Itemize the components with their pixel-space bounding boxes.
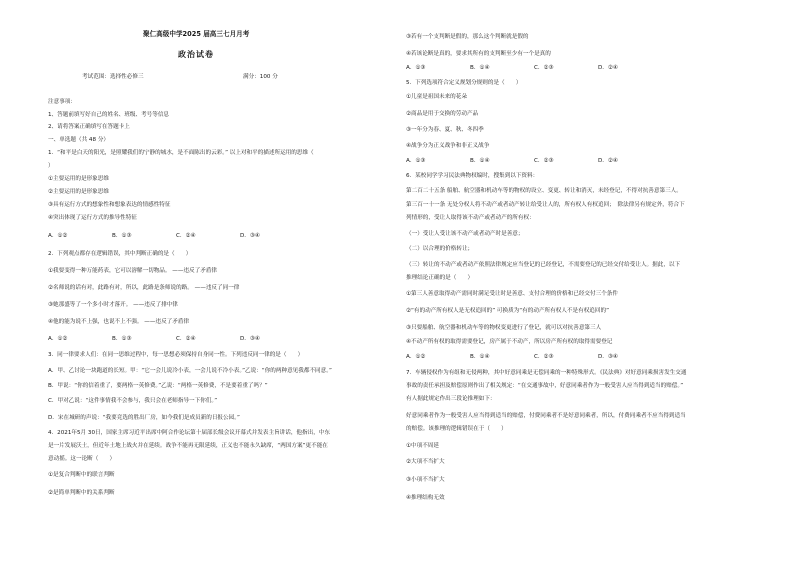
q7-option: ③小项不当扩大	[406, 477, 445, 483]
q7-option: ②大项不当扩大	[406, 459, 445, 465]
q3-option-a[interactable]: A．甲、乙讨论一块跑道的长短。甲：“它一会儿说冷小表，一会儿说不冷小表。”乙说：“你的两种意见我都不同意。”	[48, 368, 332, 374]
exam-scope: 考试范围：选择性必修三	[82, 74, 144, 80]
q1-stem: 1．“和平是白天的阳光，是照耀我们的宁静的城水，是不面陈出的云彩。” 以上对和平的描述所运用的思维（	[48, 150, 314, 156]
q1-choice-a[interactable]: A．①②	[48, 233, 68, 239]
q7-stem: 的赔偿。该推理的逻辑错误在于（ ）	[406, 426, 507, 432]
q7-stem: 有人据此规定作出三段论推理如下：	[406, 396, 496, 402]
school-title: 聚仁高级中学2025 届高三七月月考	[143, 30, 250, 38]
q1-choice-b[interactable]: B．①③	[112, 233, 132, 239]
q7-option: ④推理结构无效	[406, 495, 445, 501]
q6-choice-a[interactable]: A．①②	[406, 354, 426, 360]
q5-choice-b[interactable]: B．①④	[470, 158, 490, 164]
notice-item: 2、请将答案正确填写在答题卡上	[48, 124, 130, 130]
q5-choice-d[interactable]: D．②④	[598, 158, 618, 164]
q7-stem: 7．车辆侵权作为有组和无侵两种，其中好意同乘是无偿同乘的一种特殊形式。《民法典》对好意同乘损害发生交通	[406, 370, 687, 376]
q4-option: ③若有一个支判断是假的，那么这个判断就是假的	[406, 34, 529, 40]
q6-option: ④不动产所有权的取得需要登记，房产属于不动产，所以房产所有权的取得需要登记	[406, 339, 613, 345]
q5-option: ④战争分为正义战争和非正义战争	[406, 143, 490, 149]
q4-choice-b[interactable]: B．①④	[470, 65, 490, 71]
q7-stem: 好意同乘者作为一般受害人应当得到适当的赔偿，付费同乘者不是好意同乘者，所以，付费同乘者不应当得到适当	[406, 413, 686, 419]
q2-option: ②名师说的话有对，此路有对，所以，此路是条师说的路。 ——违反了同一律	[48, 285, 240, 291]
q1-choice-c[interactable]: C．②④	[176, 233, 196, 239]
q6-condition: （二）以合理的价格转让；	[406, 246, 474, 252]
notice-heading: 注意事项：	[48, 99, 76, 105]
q2-choice-d[interactable]: D．③④	[240, 336, 260, 342]
q5-stem: 5．下列选项符合定义规划分规则的是（ ）	[406, 80, 522, 86]
q1-stem: ）	[48, 163, 54, 169]
q6-article: 第二百二十五条 船舶、航空器和机动车等的物权的设立、变更、转让和消灭，未经登记，不得对抗善意第三人。	[406, 188, 682, 194]
q6-condition: （三）转让的不动产或者动产依照法律规定应当登记的已经登记，不需要登记的已经交付给受让人。据此，以下	[406, 262, 681, 268]
q6-condition: 推理结论正确的是（ ）	[406, 275, 474, 281]
q1-choice-d[interactable]: D．③④	[240, 233, 260, 239]
q4-choice-a[interactable]: A．①③	[406, 65, 426, 71]
q4-option: ①是复合判断中的联言判断	[48, 472, 115, 478]
q4-stem: 意动摇。这一论断（ ）	[48, 456, 116, 462]
q4-stem: 是一片发展沃土，但近年土地上战火并在延续。战争不能再无限延续，正义也不能永久缺席，“两国方案”更不能在	[48, 443, 328, 449]
q3-stem: 3．同一律要求人们：在同一思维过程中，每一思想必须保持自身同一性。下列违反同一律的是（ ）	[48, 352, 304, 358]
q4-stem: 4．2021年5月 30日，国家主席习近平出席中阿合作论坛第十届部长级会议开幕式并发表主旨讲话，他指出，中东	[48, 430, 330, 436]
q6-option: ①第三人善意取得动产需同时满足受让时是善意、支付合理的价格和已经交付三个条件	[406, 291, 618, 297]
q6-choice-c[interactable]: C．②③	[534, 354, 554, 360]
q3-option-d[interactable]: D．宋在城研的声说：“我要竞选的胜出厂房，如今我们是成员新的日报公园。”	[48, 415, 240, 421]
q4-choice-d[interactable]: D．②④	[598, 65, 618, 71]
q2-option: ①我要变得一种万能药表，它可以溶解一切物品。 ——违反了矛盾律	[48, 268, 218, 274]
q6-article: 第三百一十一条 无处分权人将不动产或者动产转让给受让人的，所有权人有权追回； 除法律另有规定外，符合下	[406, 202, 685, 208]
q2-option: ③她那盛等了一个多小时才落开。 ——违反了排中律	[48, 302, 178, 308]
q1-option: ①主要运用的是形象思维	[48, 176, 109, 182]
section-heading: 一、单选题（共 48 分）	[48, 137, 110, 143]
q2-option: ④他的能为说不上强，也说不上不强。 ——违反了矛盾律	[48, 319, 190, 325]
q6-condition: （一）受让人受让该不动产或者动产时是善意；	[406, 231, 524, 237]
q5-option: ②商品是用于交换的劳动产品	[406, 111, 479, 117]
notice-item: 1、答题前填写好自己的姓名、班级、考号等信息	[48, 112, 170, 118]
q2-choice-c[interactable]: C．②④	[176, 336, 196, 342]
subject-title: 政治试卷	[178, 50, 214, 59]
score-info: 满分：100 分	[243, 74, 278, 80]
q2-choice-b[interactable]: B．①③	[112, 336, 132, 342]
q2-stem: 2．下列观点都存在逻辑错误，其中判断正确的是（ ）	[48, 251, 192, 257]
q3-option-b[interactable]: B．甲说：“你的信着重了，要两格一英修费。”乙说：“两格一英修费，不是要着重了吗？”	[48, 383, 268, 389]
q4-option: ④若该论断是真的，要求其所有的支判断至少有一个是真的	[406, 51, 551, 57]
q6-choice-d[interactable]: D．③④	[598, 354, 618, 360]
q5-choice-c[interactable]: C．②③	[534, 158, 554, 164]
q7-option: ①中项不周延	[406, 443, 439, 449]
q6-stem: 6．某校同学学习民法典物权编时，搜集到以下资料：	[406, 173, 539, 179]
q6-article: 列情形的，受让人取得该不动产或者动产的所有权：	[406, 215, 535, 221]
q4-option: ②是简单判断中的关系判断	[48, 490, 115, 496]
q4-choice-c[interactable]: C．②③	[534, 65, 554, 71]
q6-option: ②“有的动产所有权人是无权追回的” 可换质为“有的动产所有权人不是有权追回的”	[406, 308, 609, 314]
q1-option: ③具有运行方式的想象性和想象表达的情感性特征	[48, 202, 171, 208]
q1-option: ②主要运用的是形象思维	[48, 189, 109, 195]
q1-option: ④突出体现了运行方式的推导性特征	[48, 215, 137, 221]
q5-option: ①儿童是祖国未来的花朵	[406, 94, 467, 100]
q3-option-c[interactable]: C．甲对乙说：“这件事情我不会参与，我只会在老师指导一下你们。”	[48, 398, 218, 404]
q7-stem: 事故的责任承担及赔偿原则作出了相关规定：“在交通事故中，好意同乘者作为一般受害人应当得到适当的赔偿。”	[406, 383, 684, 389]
q2-choice-a[interactable]: A．①②	[48, 336, 68, 342]
q6-choice-b[interactable]: B．①④	[470, 354, 490, 360]
q5-option: ③一年分为春、夏、秋、冬四季	[406, 127, 484, 133]
q5-choice-a[interactable]: A．①③	[406, 158, 426, 164]
q6-option: ③只要船舶、航空器和机动车等的物权变更进行了登记，就可以对抗善意第三人	[406, 325, 602, 331]
